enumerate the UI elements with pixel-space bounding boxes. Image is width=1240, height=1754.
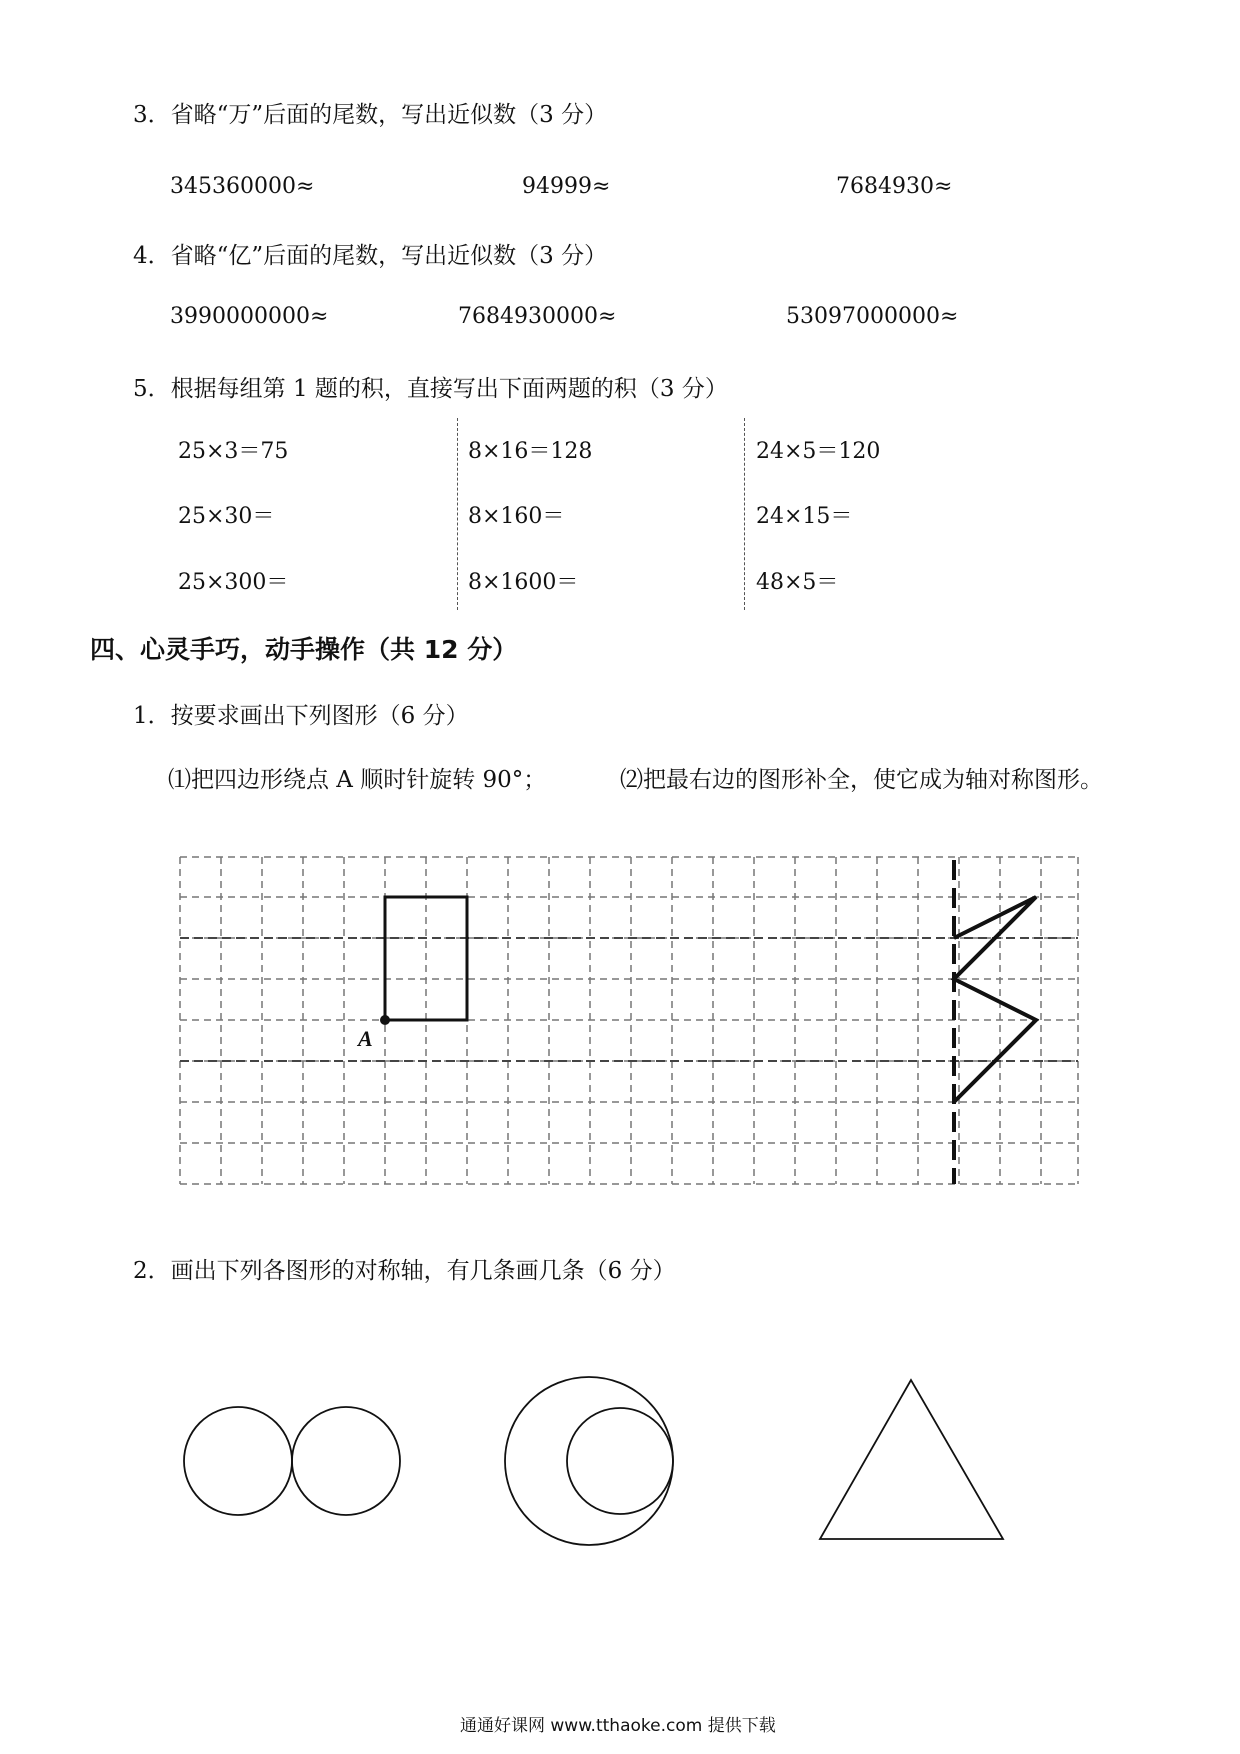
point-a-label: A bbox=[358, 1026, 373, 1051]
q4-title: 4．省略“亿”后面的尾数，写出近似数（3 分） bbox=[133, 243, 608, 269]
q5-g1-r3: 25×300＝ bbox=[178, 570, 289, 595]
q5-title: 5．根据每组第 1 题的积，直接写出下面两题的积（3 分） bbox=[133, 376, 728, 402]
q5-g1-r1: 25×3＝75 bbox=[178, 439, 289, 464]
inner-circle bbox=[567, 1408, 673, 1514]
section-heading: 四、心灵手巧，动手操作（共 12 分） bbox=[90, 635, 518, 664]
q4-item-3: 53097000000≈ bbox=[786, 304, 959, 329]
q5-g3-r3: 48×5＝ bbox=[756, 570, 839, 595]
q5-g1-r2: 25×30＝ bbox=[178, 504, 275, 529]
q4-item-1: 3990000000≈ bbox=[170, 304, 329, 329]
q5-g3-r1: 24×5＝120 bbox=[756, 439, 881, 464]
s4-q1-sub1: ⑴把四边形绕点 A 顺时针旋转 90°； bbox=[168, 767, 547, 793]
q5-g2-r1: 8×16＝128 bbox=[468, 439, 593, 464]
s4-q1-sub2: ⑵把最右边的图形补全，使它成为轴对称图形。 bbox=[620, 767, 1103, 793]
right-circle bbox=[292, 1407, 400, 1515]
q5-g3-r2: 24×15＝ bbox=[756, 504, 853, 529]
left-circle bbox=[184, 1407, 292, 1515]
triangle bbox=[820, 1380, 1003, 1539]
q3-item-3: 7684930≈ bbox=[836, 174, 953, 199]
q3-item-1: 345360000≈ bbox=[170, 174, 315, 199]
q4-item-2: 7684930000≈ bbox=[458, 304, 617, 329]
s4-q2-title: 2．画出下列各图形的对称轴，有几条画几条（6 分） bbox=[133, 1258, 676, 1284]
s4-q1-title: 1．按要求画出下列图形（6 分） bbox=[133, 703, 469, 729]
q3-title: 3．省略“万”后面的尾数，写出近似数（3 分） bbox=[133, 102, 608, 128]
footer-text: 通通好课网 www.tthaoke.com 提供下载 bbox=[460, 1716, 776, 1736]
q3-item-2: 94999≈ bbox=[522, 174, 611, 199]
outer-circle bbox=[505, 1377, 673, 1545]
q5-g2-r3: 8×1600＝ bbox=[468, 570, 579, 595]
q5-g2-r2: 8×160＝ bbox=[468, 504, 565, 529]
